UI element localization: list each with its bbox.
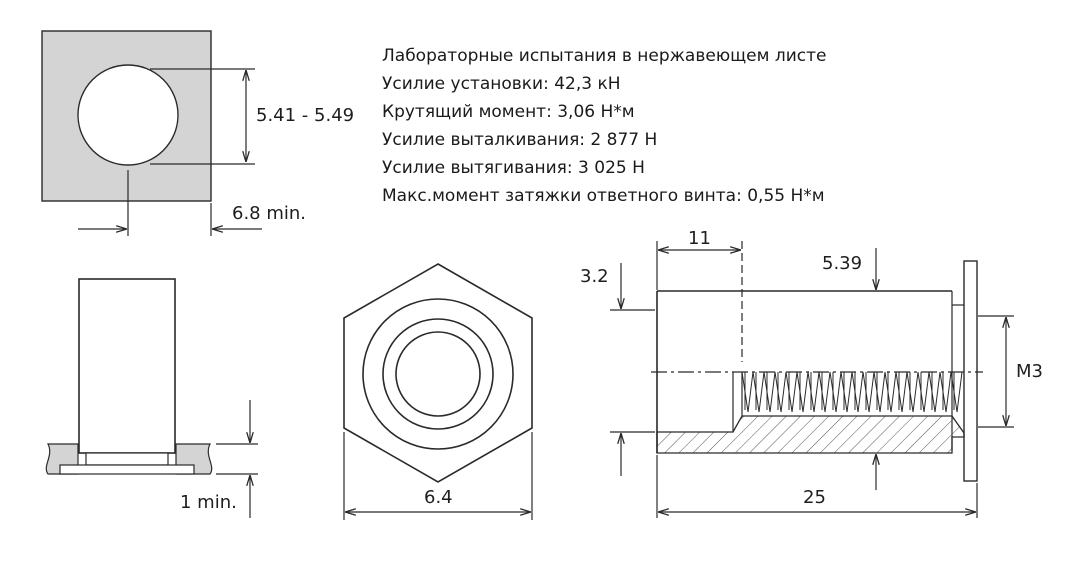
installed-side-view [46,279,258,518]
hole-diameter-label: 5.41 - 5.49 [256,105,355,126]
thread-size-label: M3 [1016,361,1043,382]
max-tightening-torque-line: Макс.момент затяжки ответного винта: 0,55 Н*м [382,186,825,206]
hatched-wall-section [657,416,964,453]
test-results-list [382,42,826,210]
torque-line: Крутящий момент: 3,06 Н*м [382,102,635,122]
section-side-view [580,228,1043,518]
standoff-body [79,279,175,453]
bore-ring [396,332,480,416]
head-height-label: 3.2 [580,266,609,287]
total-length-label: 25 [803,487,826,508]
pullout-force-line: Усилие вытягивания: 3 025 Н [382,158,645,178]
standoff-flange [60,465,194,474]
outer-ring [363,299,513,449]
thread-length-label: 11 [688,228,711,249]
head-plate [964,261,977,481]
hex-size-label: 6.4 [424,487,453,508]
install-force-line: Усилие установки: 42,3 кН [382,74,621,94]
middle-ring [383,319,493,429]
edge-distance-label: 6.8 min. [232,203,307,224]
shank-diameter-label: 5.39 [822,253,863,274]
test-results-title: Лабораторные испытания в нержавеющем листе [382,46,827,66]
mounting-hole-view [42,31,354,236]
mounting-hole [78,65,178,165]
sheet-thickness-label: 1 min. [180,492,237,513]
thread-teeth [742,372,962,412]
hex-top-view [344,264,532,520]
pushout-force-line: Усилие выталкивания: 2 877 Н [382,130,658,150]
thread-profile [742,372,962,412]
